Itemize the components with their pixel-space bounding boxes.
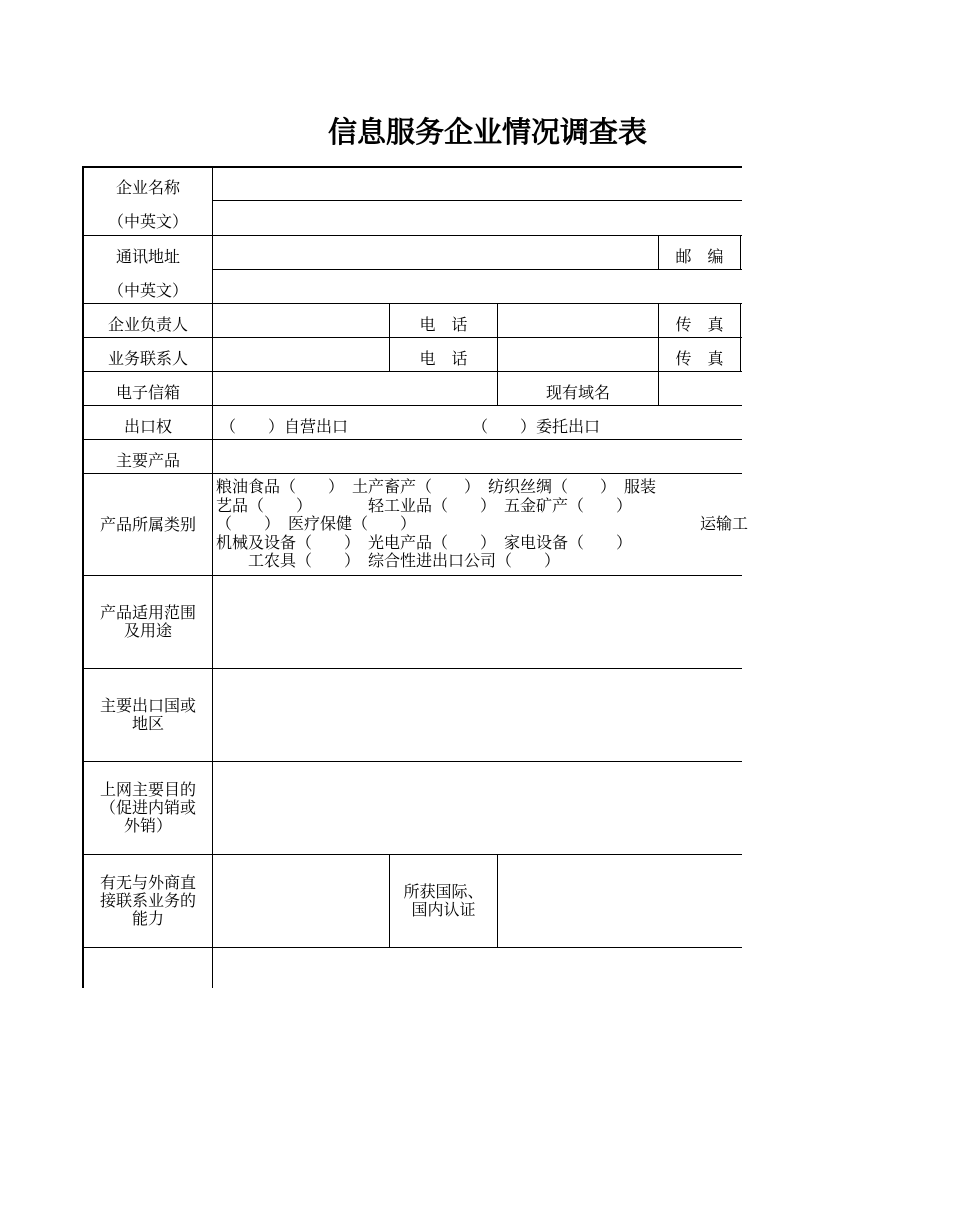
- contact-fax-label: 传 真: [675, 349, 724, 368]
- email-input[interactable]: [214, 372, 496, 405]
- contact-phone-input[interactable]: [498, 338, 657, 371]
- export-region-input[interactable]: [214, 669, 740, 761]
- address-label: 通讯地址: [115, 247, 180, 266]
- usage-label-1: 产品适用范围: [99, 603, 196, 622]
- usage-input[interactable]: [214, 576, 740, 668]
- company-name-en-input[interactable]: [214, 201, 740, 235]
- fax-value-divider: [740, 303, 741, 371]
- domain-input[interactable]: [659, 372, 740, 405]
- row-line: [82, 473, 742, 474]
- email-label: 电子信箱: [115, 383, 180, 402]
- category-line-1: 粮油食品（ ） 土产畜产（ ） 纺织丝绸（ ） 服装: [216, 477, 657, 496]
- export-agent-option[interactable]: （ ）委托出口: [472, 417, 601, 436]
- head-phone-label: 电 话: [419, 315, 468, 334]
- postcode-value-divider: [740, 235, 741, 269]
- label-column-divider: [212, 166, 213, 988]
- address-sublabel: （中英文）: [107, 281, 188, 300]
- category-line-4: 机械及设备（ ） 光电产品（ ） 家电设备（ ）: [216, 532, 633, 552]
- address-en-input[interactable]: [214, 270, 740, 303]
- head-phone-input[interactable]: [498, 304, 657, 337]
- head-fax-label: 传 真: [675, 315, 724, 334]
- export-self-option[interactable]: （ ）自营出口: [220, 417, 349, 436]
- contact-phone-label: 电 话: [419, 349, 468, 368]
- head-label: 企业负责人: [107, 315, 188, 334]
- main-products-label: 主要产品: [115, 451, 180, 470]
- export-right-label: 出口权: [123, 417, 172, 436]
- address-cn-input[interactable]: [214, 236, 657, 269]
- category-line-5: 工农具（ ） 综合性进出口公司（ ）: [216, 551, 561, 570]
- purpose-input[interactable]: [214, 762, 740, 854]
- main-products-input[interactable]: [214, 440, 740, 473]
- company-name-cn-input[interactable]: [214, 168, 740, 200]
- ability-label-3: 能力: [131, 909, 164, 928]
- purpose-label-3: 外销）: [123, 816, 172, 835]
- purpose-label-1: 上网主要目的: [99, 780, 196, 799]
- ability-input[interactable]: [214, 855, 388, 947]
- domain-label: 现有域名: [545, 383, 610, 402]
- postcode-label: 邮 编: [675, 247, 724, 266]
- category-line-2: 艺品（ ） 轻工业品（ ） 五金矿产（ ）: [216, 495, 633, 515]
- cert-input[interactable]: [498, 855, 740, 947]
- category-line-3b: 运输工: [700, 514, 749, 533]
- contact-label: 业务联系人: [107, 349, 188, 368]
- ability-label-1: 有无与外商直: [99, 873, 196, 892]
- cert-label-2: 国内认证: [411, 900, 476, 919]
- contact-input[interactable]: [214, 338, 388, 371]
- row-line: [82, 947, 742, 948]
- export-region-label-1: 主要出口国或: [99, 696, 196, 715]
- head-input[interactable]: [214, 304, 388, 337]
- company-name-label: 企业名称: [115, 178, 180, 197]
- ability-label-2: 接联系业务的: [99, 891, 196, 910]
- category-line-3a: （ ） 医疗保健（ ）: [216, 514, 417, 533]
- usage-label-2: 及用途: [123, 621, 172, 640]
- export-region-label-2: 地区: [131, 714, 164, 733]
- cert-label-1: 所获国际、: [403, 882, 484, 901]
- purpose-label-2: （促进内销或: [99, 798, 196, 817]
- row-line: [82, 405, 742, 406]
- category-label: 产品所属类别: [99, 515, 196, 534]
- company-name-sublabel: （中英文）: [107, 212, 188, 231]
- page-title: 信息服务企业情况调查表: [327, 115, 647, 149]
